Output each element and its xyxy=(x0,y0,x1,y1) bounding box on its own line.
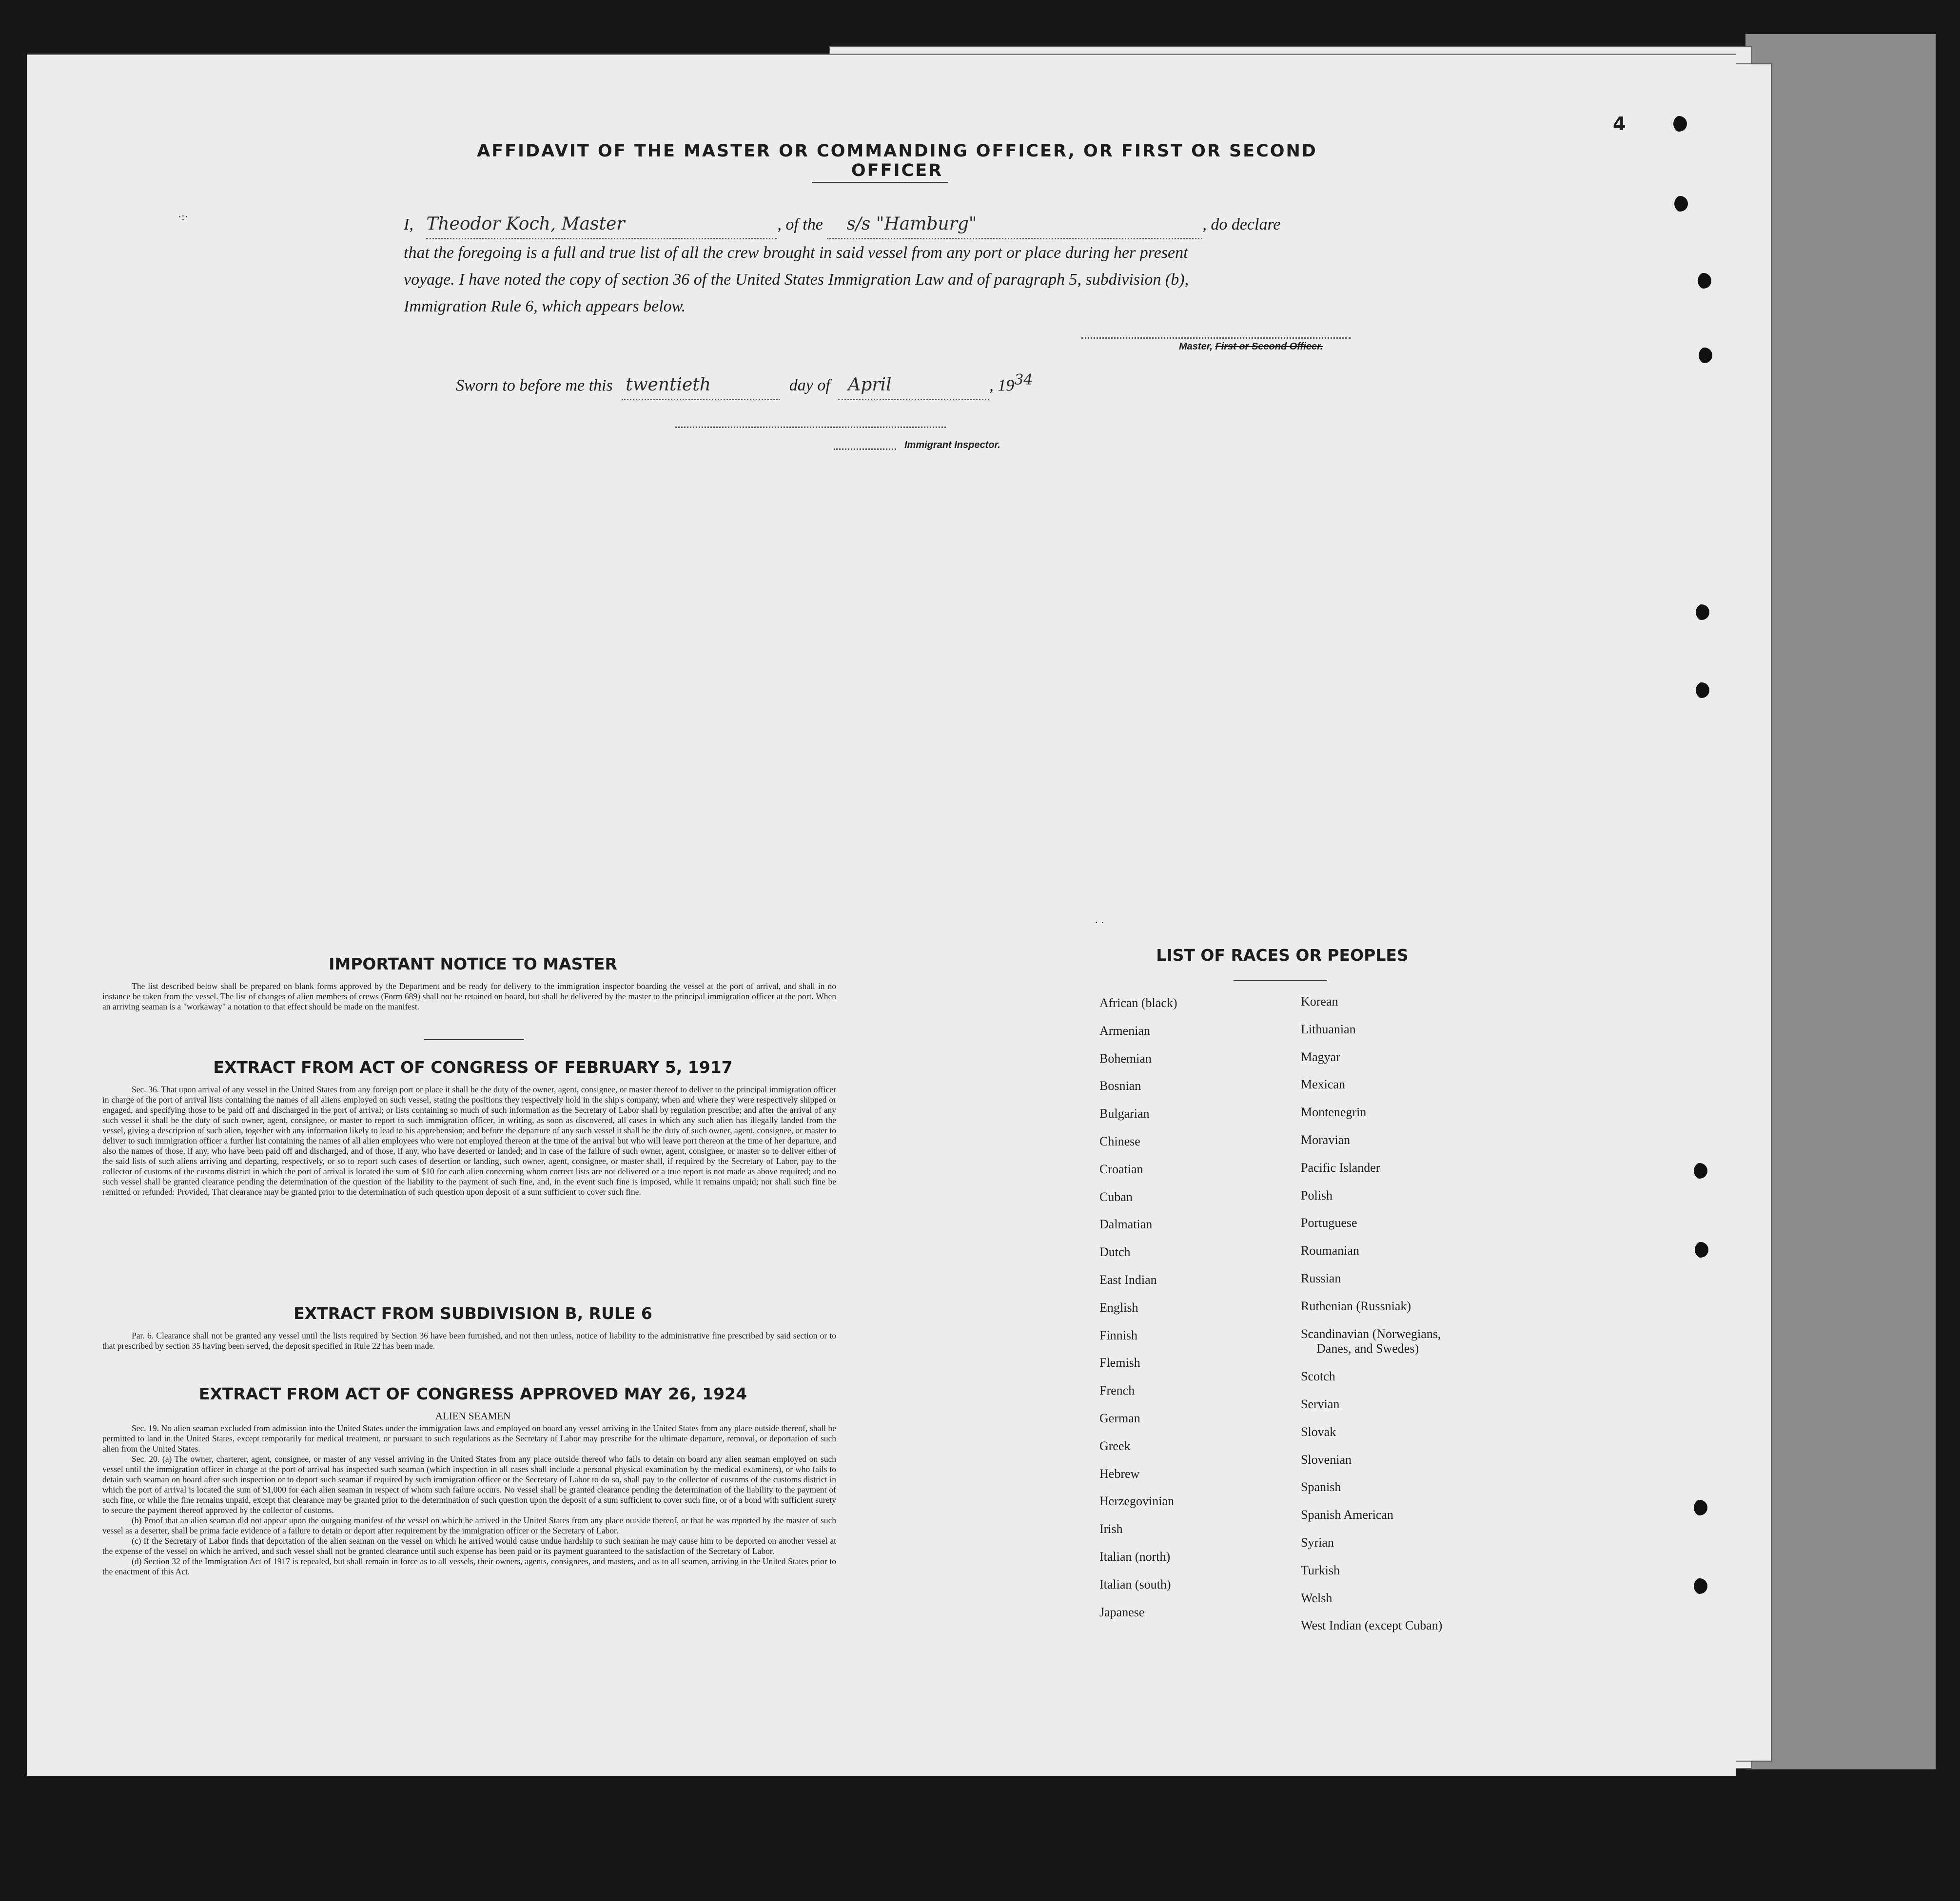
sworn-line xyxy=(456,367,1033,400)
race-item: Magyar xyxy=(1301,1049,1340,1064)
race-item: Korean xyxy=(1301,994,1338,1009)
extract-1924-sec20a: Sec. 20. (a) The owner, charterer, agent, consignee, or master of any vessel arriving in the United States from any place outside thereof who fails to detain on board any alien seaman employed on such vessel until the immigration officer in charge at the port of arrival has inspected such seaman (which inspection in all cases shall include a personal physical examination by the medical examiners), or who fails to detain such seaman on board after such inspection or to deport such seaman if required by such immigration officer or the Secretary of Labor to do so, shall pay to the collector of customs of the customs district in which the port of arrival is located the sum of $1,000 for each alien seaman in respect of whom such failure occurs. No vessel shall be granted clearance pending the determination of the liability to the payment of such fine, or while the fine remains unpaid, except that clearance may be granted prior to the determination of such question upon the deposit of a sum sufficient to cover such fine, or of a bond with sufficient surety to secure the payment thereof approved by the collector of customs. xyxy=(102,1454,836,1515)
of-the-label: , of the xyxy=(777,215,823,233)
inspector-signature-line xyxy=(675,427,946,428)
race-item: Servian xyxy=(1301,1397,1340,1411)
race-item: Greek xyxy=(1099,1438,1131,1453)
race-item: Montenegrin xyxy=(1301,1105,1367,1120)
i-label: I, xyxy=(404,215,413,233)
race-item: Bohemian xyxy=(1099,1051,1152,1066)
master-caption-label: Master, xyxy=(1179,341,1213,352)
extract-1924-sec20d: (d) Section 32 of the Immigration Act of 1917 is repealed, but shall remain in force as to all vessels, their owners, agents, consignees, and masters, and as to all seamen, arriving in the United States prior to the enactment of this Act. xyxy=(102,1556,836,1576)
race-item: Japanese xyxy=(1099,1605,1145,1619)
master-signature-line xyxy=(1081,337,1351,339)
vessel-name-field xyxy=(827,211,1202,239)
rule6-paragraph: Par. 6. Clearance shall not be granted any vessel until the lists required by Section 36 have been furnished, and not then unless, notice of liability to the administrative fine prescribed by said section or to that prescribed by section 35 having been served, the deposit specified in Rule 22 has been made. xyxy=(102,1331,836,1351)
notice-body xyxy=(102,981,836,1012)
race-item: Bulgarian xyxy=(1099,1106,1150,1121)
declaration-line-4: Immigration Rule 6, which appears below. xyxy=(404,297,686,315)
extract-1917-paragraph: Sec. 36. That upon arrival of any vessel in the United States from any foreign port or place it shall be the duty of the owner, agent, consignee, or master thereof to deliver to the principal immigration officer in charge of the port of arrival lists containing the names of all aliens employed on such vessel, stating the positions they respectively hold in the ship's company, when and where they were respectively shipped or engaged, and specifying those to be paid off and discharged in the port of arrival; or lists containing so much of such information as the Secretary of Labor shall by regulation prescribe; and after the arrival of any such vessel it shall be the duty of such owner, agent, consignee, or master to report to such immigration officer, in writing, as soon as discovered, all cases in which any such alien has illegally landed from the vessel, giving a description of such alien, together with any information likely to lead to his apprehension; and before the departure of any such vessel it shall be the duty of such owner, agent, consignee, or master to deliver to such immigration officer a further list containing the names of all alien employees who were not employed thereon at the time of the arrival but who will leave port thereon at the time of her departure, and also the names of those, if any, who have been paid off and discharged, and of those, if any, who have deserted or landed; and in case of the failure of such owner, agent, consignee, or master so to deliver either of the said lists of such aliens arriving and departing, respectively, or so to report such cases of desertion or landing, such owner, agent, consignee, or master shall, if required by the Secretary of Labor, pay to the collector of customs of the customs district in which the port of arrival is located the sum of $10 for each alien concerning whom correct lists are not delivered or a true report is not made as above required; and no such vessel shall be granted clearance pending the determination of the question of the liability to the payment of such fine, and, in the event such fine is imposed, while it remains unpaid; nor shall such fine be remitted or refunded: Provided, That clearance may be granted prior to the determination of such question upon deposit of a sum sufficient to cover such fine. xyxy=(102,1085,836,1197)
sworn-day-value: twentieth xyxy=(626,375,711,395)
extract-1917-body xyxy=(102,1085,836,1197)
race-item: Dalmatian xyxy=(1099,1217,1153,1232)
affidavit-title: AFFIDAVIT OF THE MASTER OR COMMANDING OFFICER, OR FIRST OR SECOND OFFICER xyxy=(477,141,1317,180)
declaration-line-3: voyage. I have noted the copy of section 36 of the United States Immigration Law and of paragraph 5, subdivision (b), xyxy=(404,271,1189,289)
background-page-stack xyxy=(1745,34,1936,1769)
master-name-field xyxy=(426,211,777,239)
race-item: Portuguese xyxy=(1301,1216,1357,1230)
race-item: Russian xyxy=(1301,1271,1341,1285)
extract-1917-title: EXTRACT FROM ACT OF CONGRESS OF FEBRUARY 5, 1917 xyxy=(213,1058,733,1077)
race-item: Scotch xyxy=(1301,1369,1335,1384)
race-item: African (black) xyxy=(1099,996,1177,1010)
race-item: Slovak xyxy=(1301,1424,1336,1439)
race-item: Italian (north) xyxy=(1099,1550,1171,1564)
race-item: Herzegovinian xyxy=(1099,1494,1175,1509)
races-divider xyxy=(1234,980,1327,981)
race-item: German xyxy=(1099,1411,1140,1425)
rule6-body xyxy=(102,1331,836,1351)
affidavit-body xyxy=(404,211,1354,320)
title-divider xyxy=(812,182,948,183)
race-item: Welsh xyxy=(1301,1591,1333,1605)
race-item: Bosnian xyxy=(1099,1079,1141,1093)
race-item: Polish xyxy=(1301,1188,1333,1203)
notice-title: IMPORTANT NOTICE TO MASTER xyxy=(329,954,617,973)
extract-1924-title: EXTRACT FROM ACT OF CONGRESS APPROVED MAY 26, 1924 xyxy=(198,1384,747,1403)
race-item: East Indian xyxy=(1099,1273,1157,1287)
notice-divider xyxy=(424,1039,524,1040)
year-prefix: , 19 xyxy=(989,376,1015,395)
race-item: Turkish xyxy=(1301,1563,1340,1577)
struck-caption: First or Second Officer. xyxy=(1215,341,1323,352)
extract-1924-sec19: Sec. 19. No alien seaman excluded from admission into the United States under the immigration laws and employed on board any vessel arriving in the United States from any place outside thereof, shall be permitted to land in the United States, except temporarily for medical treatment, or pursuant to such regulations as the Secretary of Labor may prescribe for the ultimate departure, removal, or deportation of such alien from the United States. xyxy=(102,1423,836,1454)
inspector-caption-dots xyxy=(834,448,896,450)
race-item: Armenian xyxy=(1099,1023,1150,1038)
stray-mark: · · xyxy=(1095,916,1105,929)
race-item: Slovenian xyxy=(1301,1452,1352,1467)
race-item: Mexican xyxy=(1301,1077,1345,1092)
master-caption xyxy=(1179,341,1323,352)
extract-1924-body xyxy=(102,1423,836,1577)
sworn-month-value: April xyxy=(848,375,892,395)
race-item: English xyxy=(1099,1300,1138,1315)
sworn-label: Sworn to before me this xyxy=(456,376,613,395)
races-title: LIST OF RACES OR PEOPLES xyxy=(1156,946,1409,965)
declaration-line-1 xyxy=(404,211,1354,239)
extract-1924-sec20c: (c) If the Secretary of Labor finds that deportation of the alien seaman on the vessel on which he arrived would cause undue hardship to such seaman he may cause him to be deported on another vessel at the expense of the vessel on which he arrived, and such vessel shall not be granted clearance until such expense has been paid or its payment guaranteed to the satisfaction of the Secretary of Labor. xyxy=(102,1536,836,1556)
day-of-label: day of xyxy=(789,376,830,395)
race-item: Spanish xyxy=(1301,1480,1341,1494)
race-item: Syrian xyxy=(1301,1535,1334,1550)
race-item: Croatian xyxy=(1099,1162,1143,1176)
sworn-month-field xyxy=(838,371,989,400)
vessel-name-value: s/s "Hamburg" xyxy=(846,214,977,234)
race-item: Chinese xyxy=(1099,1134,1140,1148)
race-item: French xyxy=(1099,1383,1135,1398)
notice-paragraph: The list described below shall be prepared on blank forms approved by the Department and be ready for delivery to the immigration inspector boarding the vessel at the port of arrival, and shall in no instance be taken from the vessel. The list of changes of alien members of crews (Form 689) shall not be retained on board, but shall be delivered by the master to the principal immigration officer at the port. When an arriving seaman is a "workaway" a notation to that effect should be made on the manifest. xyxy=(102,981,836,1011)
race-item: Danes, and Swedes) xyxy=(1316,1341,1419,1356)
stray-mark: ·:· xyxy=(178,211,188,223)
race-item: Ruthenian (Russniak) xyxy=(1301,1299,1411,1313)
race-item: Cuban xyxy=(1099,1189,1133,1204)
page-number: 4 xyxy=(1613,113,1626,135)
race-item: Spanish American xyxy=(1301,1508,1393,1522)
race-item: Hebrew xyxy=(1099,1466,1140,1481)
declaration-line-2: that the foregoing is a full and true list of all the crew brought in said vessel from any port or place during her present xyxy=(404,244,1188,262)
race-item: Lithuanian xyxy=(1301,1022,1356,1036)
extract-1924-subtitle: ALIEN SEAMEN xyxy=(435,1410,511,1422)
extract-1924-sec20b: (b) Proof that an alien seaman did not appear upon the outgoing manifest of the vessel on which he arrived in the United States from any place outside thereof, or that he was reported by the master of such vessel as a deserter, shall be prima facie evidence of a failure to detain or deport after requirement by the immigration officer or the Secretary of Labor. xyxy=(102,1515,836,1535)
year-suffix: 34 xyxy=(1014,371,1033,388)
race-item: Moravian xyxy=(1301,1133,1351,1147)
master-name-value: Theodor Koch, Master xyxy=(426,214,625,234)
inspector-caption: Immigrant Inspector. xyxy=(904,440,1000,450)
rule6-title: EXTRACT FROM SUBDIVISION B, RULE 6 xyxy=(294,1304,652,1323)
race-item: Scandinavian (Norwegians, xyxy=(1301,1326,1441,1341)
race-item: Roumanian xyxy=(1301,1243,1359,1258)
race-item: West Indian (except Cuban) xyxy=(1301,1618,1443,1633)
race-item: Flemish xyxy=(1099,1356,1140,1370)
race-item: Irish xyxy=(1099,1522,1123,1536)
race-item: Italian (south) xyxy=(1099,1577,1171,1591)
race-item: Dutch xyxy=(1099,1245,1131,1260)
do-declare-label: , do declare xyxy=(1202,215,1281,233)
race-item: Pacific Islander xyxy=(1301,1160,1380,1175)
sworn-day-field xyxy=(622,371,780,400)
race-item: Finnish xyxy=(1099,1328,1138,1342)
